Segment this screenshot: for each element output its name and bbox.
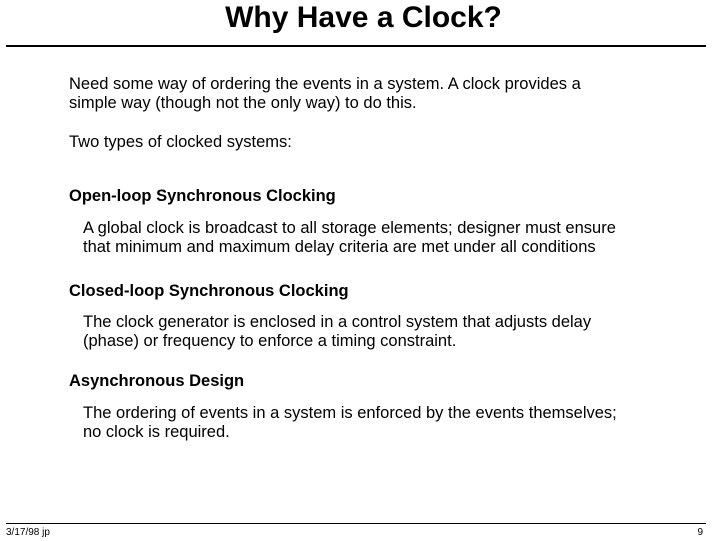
slide-title: Why Have a Clock? [225,1,502,34]
section-body-asynchronous [83,404,617,442]
footer-rule [6,523,706,524]
types-label: Two types of clocked systems: [69,133,292,151]
intro-line-2: simple way (though not the only way) to do this. [69,94,417,112]
open-loop-line-2: that minimum and maximum delay criteria are met under all conditions [83,238,596,256]
intro-line-1: Need some way of ordering the events in a system. A clock provides a [69,75,581,93]
closed-loop-line-2: (phase) or frequency to enforce a timing constraint. [83,332,457,350]
section-body-open-loop [83,219,616,257]
asynchronous-line-1: The ordering of events in a system is enforced by the events themselves; [83,404,617,422]
open-loop-line-1: A global clock is broadcast to all storage elements; designer must ensure [83,219,616,237]
footer-page-number: 9 [697,527,703,538]
title-underline [6,45,706,47]
intro-paragraph [69,75,581,113]
section-body-closed-loop [83,313,591,351]
section-heading-asynchronous: Asynchronous Design [69,372,245,390]
section-heading-open-loop: Open-loop Synchronous Clocking [69,187,336,205]
section-heading-closed-loop: Closed-loop Synchronous Clocking [69,282,349,300]
footer-date-author: 3/17/98 jp [6,527,50,538]
asynchronous-line-2: no clock is required. [83,423,230,441]
closed-loop-line-1: The clock generator is enclosed in a control system that adjusts delay [83,313,592,331]
